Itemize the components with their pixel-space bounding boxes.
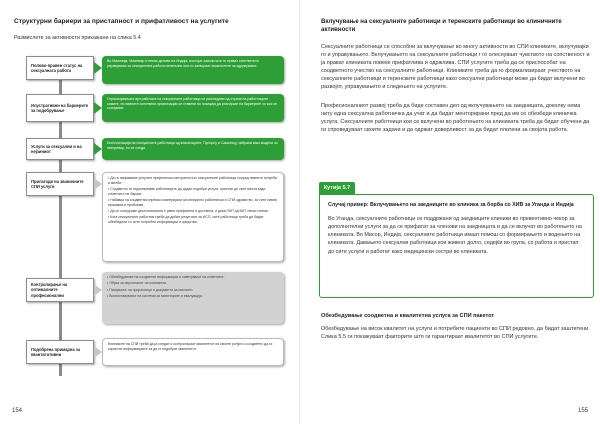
list-item: • Да ги направиме услугите пријателски настроени кон сексуалните работници според нивните потреби и желби. xyxy=(108,176,278,185)
row-text-improved-quality xyxy=(102,338,284,366)
section-heading: Обезбедување соодветна и квалитетна услуга за СПИ пакетот xyxy=(321,313,495,319)
row-label-text: Прилагоди на званичните СПИ услуги xyxy=(31,178,84,189)
box-title: Случај пример: Вклучувањето на заедниците во клиника за борба со ХИВ за Уганда и Индија xyxy=(328,202,574,208)
right-page xyxy=(300,0,600,424)
list-item: • Соодветно ги подготвуваме работниците да дадат подобри услуги, пристап до сите места каде клиентите не бараат. xyxy=(108,187,278,196)
paragraph-2: Професионалниот развој треба да биде составен дел од вклучувањето на заедницата, доколку нема ниту една сексуална работничка да учат и да бидат менторирани пред да им се обезбеди клиничка услуга. Сексуалните работници кои се вклучени во работењето на клиниката треба да бидат обучени да ги спроведуваат своите задачи и да одржат доверливост за да бидат платени за својата работа. xyxy=(321,103,590,133)
list-item: • Набавка на соодветна опрема и материјали за сексуално работничка и СПИ здравство, за сите нивни прашања и проблеми. xyxy=(108,198,278,207)
arrow-icon xyxy=(94,62,102,74)
page-number-left: 154 xyxy=(12,408,23,414)
row-label-quality-control xyxy=(26,278,94,302)
arrow-icon xyxy=(94,143,102,155)
box-label: Кутија 5.7 xyxy=(319,182,355,194)
list-item: • Воспоставување на системи за мониторинг и евалуација. xyxy=(107,294,279,299)
page-number-right: 155 xyxy=(577,408,588,414)
right-page-title: Вклучување на сексуалните работници и теренските работници во клиничните активности xyxy=(321,18,562,33)
adapt-services-list xyxy=(108,176,278,225)
box-text: Во Уганда, сексуалните работници се поддржани од заедниците клиники во превентивно чекор за дополнителни услуги за да се прифатат за членови на заедницата и да се вклучат во работењето на клиниката. Во Мисор, Индија, сексуалните работници имаат помош со формирањето и водењето на клиниката. Давањето сексуални работници кои живеат долго, седејќи во група, со работа и пристап до сите услуги и работат како медицински сестри во клиниката. xyxy=(328,216,582,255)
list-item: • Кога сексуалниот работник треба да добие резултати за ИСП, сите работници треба да бидат обезбедени со сите потребни информации и средства. xyxy=(108,215,278,224)
arrow-icon xyxy=(94,102,102,114)
left-page-subtitle: Размислете за активности прикажани на слика 5.4 xyxy=(14,35,141,41)
row-text: Во Малезија, Мианмар и некои делови на Индија, постојат закони што го прават сопственото управување со сексуалната работа нелегално или ги затвораат можностите за здружување. xyxy=(107,59,260,68)
row-text: Клиниките на СПИ треба да ја следат и контролираат квалитетот на своите услуги и соодветно да ги користат информациите за да го подобрат квалитетот. xyxy=(108,342,273,351)
row-text-quality-control xyxy=(102,272,284,324)
row-label-text: Контролирање на оптималните професионални xyxy=(31,282,68,298)
row-text-adapt-services xyxy=(102,172,284,262)
row-text-services xyxy=(102,138,284,160)
row-label-services xyxy=(26,138,94,160)
arrow-icon xyxy=(94,346,102,358)
barriers-diagram xyxy=(26,52,288,372)
row-label-text: Услуги за сексуални и на нејзиниот xyxy=(31,143,82,154)
paragraph-3: Обезбедување на висок квалитет на услуги и потребите пациенти во СПИ редовно, да бидат заштитени. Слика 5.5 ги покажуваат факторите што ги гарантираат квалитетот во СПИ услугите. xyxy=(321,326,590,340)
quality-control-list xyxy=(107,275,279,299)
row-label-legal-status xyxy=(26,56,94,80)
list-item: • Пишување на прирачници и документи за квалитет. xyxy=(107,288,279,293)
list-item: • Обезбедување на соодветни информации и советување на клиентите. xyxy=(107,275,279,280)
arrow-icon xyxy=(94,284,102,296)
row-text-legal-status xyxy=(102,56,284,84)
paragraph-1: Сексуалните работници се способни за вклучување во многу активности во СПИ клиниките, вклучувајќи го и управувањето. Вклучувањето на сексуалните работници г го олеснуваат чувството на сопственост и ја прават клиниката повеќе прифатлива и одржлива. СПИ услугите треба да се приспособат на соодветното учество на сексуалните работници. Клиниките треба да го формализираат учеството на сексуалните работници и теренските работници како сексуални работници може да бидат вклучени во развојот, управувањето и следењето на услугите. xyxy=(321,44,590,90)
row-label-adapt-services xyxy=(26,172,94,196)
row-label-text: Илустративни на бариерите за подобрување xyxy=(31,102,89,113)
row-label-text: Полово-правен статус на сексуалната работа xyxy=(31,62,83,73)
row-label-text: Подобрена примарна за квантитативни xyxy=(31,346,81,357)
left-page-title: Структурни бариери за пристапност и прифатливост на услугите xyxy=(14,18,229,25)
row-text-barriers xyxy=(102,94,284,122)
list-item: • Да се осигураме дека клиниката е јавно прифатена и достапна, и дека ПКП од ВИТ нема стигма. xyxy=(108,209,278,214)
row-label-improved-quality xyxy=(26,340,94,364)
row-text: Ограничувањата врз работата на сексуалните работници се разгледани од страна на работниците самите, но нивните сопствени организации се ставени во позиција да реагираат на бариерите со кои се соочуваат. xyxy=(107,97,277,111)
list-item: • Обука за персоналот на клиниката. xyxy=(107,281,279,286)
arrow-icon xyxy=(94,178,102,190)
row-text: Експлоатација на сексуалните работници од клиничарите, Пулорлу и Самоетцу, избрани како модели за натпревар, по се следи. xyxy=(107,141,278,150)
case-study-box xyxy=(319,194,594,298)
row-label-barriers xyxy=(26,94,94,122)
